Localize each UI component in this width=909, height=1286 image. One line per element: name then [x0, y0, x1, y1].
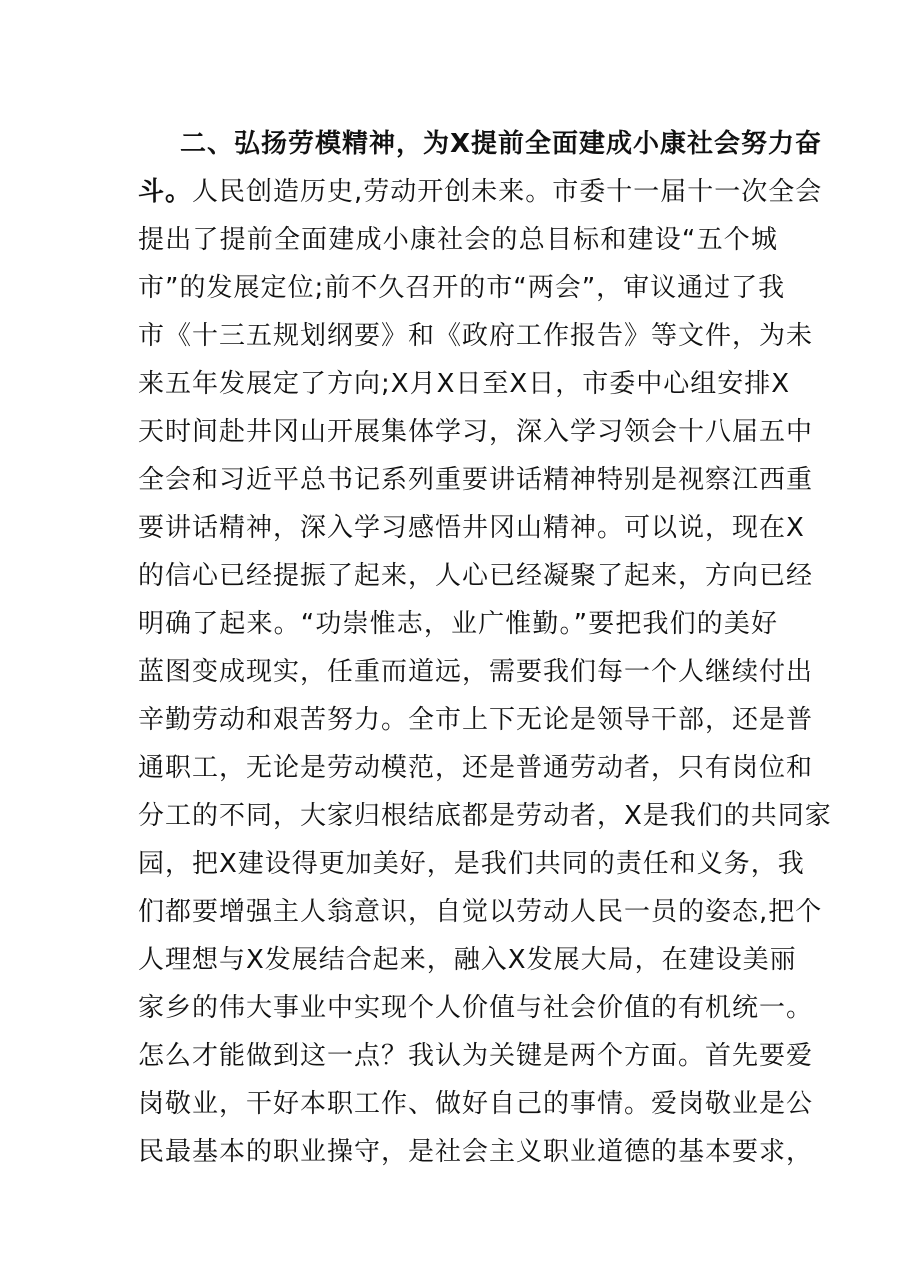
paragraph-line-3: 市”的发展定位;前不久召开的市“两会”，审议通过了我	[138, 273, 786, 303]
paragraph-line-21: 民最基本的职业操守，是社会主义职业道德的基本要求，	[138, 1137, 814, 1167]
paragraph-line-19: 怎么才能做到这一点？我认为关键是两个方面。首先要爱	[138, 1041, 814, 1071]
section-heading-end: 斗。	[138, 177, 193, 207]
paragraph-line-8: 要讲话精神，深入学习感悟井冈山精神。可以说，现在X	[138, 513, 805, 543]
paragraph-line-1	[138, 172, 823, 212]
paragraph-line-16: 们都要增强主人翁意识，自觉以劳动人民一员的姿态,把个	[138, 897, 823, 927]
paragraph-line-9: 的信心已经提振了起来，人心已经凝聚了起来，方向已经	[138, 561, 814, 591]
paragraph-line-2: 提出了提前全面建成小康社会的总目标和建设“五个城	[138, 225, 778, 255]
paragraph-line-13: 通职工，无论是劳动模范，还是普通劳动者，只有岗位和	[138, 753, 814, 783]
paragraph-line-5: 来五年发展定了方向;X月X日至X日，市委中心组安排X	[138, 369, 791, 399]
paragraph-line-17: 人理想与X发展结合起来，融入X发展大局，在建设美丽	[138, 945, 797, 975]
paragraph-line-4: 市《十三五规划纲要》和《政府工作报告》等文件，为未	[138, 321, 814, 351]
paragraph-line-18: 家乡的伟大事业中实现个人价值与社会价值的有机统一。	[138, 993, 814, 1023]
paragraph-line-7: 全会和习近平总书记系列重要讲话精神特别是视察江西重	[138, 465, 814, 495]
paragraph-line-11: 蓝图变成现实，任重而道远，需要我们每一个人继续付出	[138, 657, 814, 687]
paragraph-line-14: 分工的不同，大家归根结底都是劳动者，X是我们的共同家	[138, 801, 832, 831]
paragraph-line-10: 明确了起来。“功崇惟志，业广惟勤。”要把我们的美好	[138, 609, 778, 639]
section-heading: 二、弘扬劳模精神，为X提前全面建成小康社会努力奋	[180, 129, 823, 159]
paragraph-line-12: 辛勤劳动和艰苦努力。全市上下无论是领导干部，还是普	[138, 705, 814, 735]
paragraph-line-1-text: 人民创造历史,劳动开创未来。市委十一届十一次全会	[192, 177, 823, 207]
paragraph-line-15: 园，把X建设得更加美好，是我们共同的责任和义务，我	[138, 849, 805, 879]
paragraph-line-6: 天时间赴井冈山开展集体学习，深入学习领会十八届五中	[138, 417, 814, 447]
paragraph-line-20: 岗敬业，干好本职工作、做好自己的事情。爱岗敬业是公	[138, 1089, 814, 1119]
